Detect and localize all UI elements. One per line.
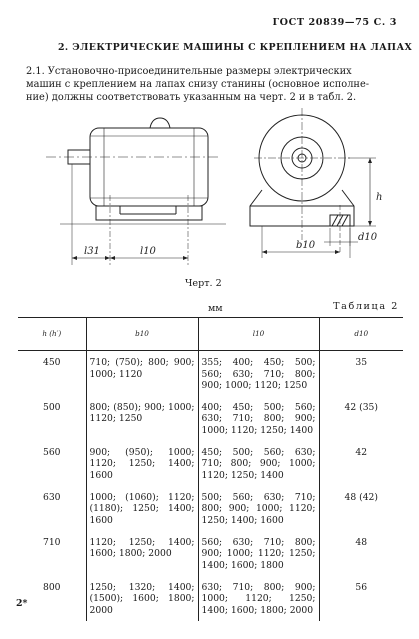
cell-l10: 400; 450; 500; 560; 630; 710; 800; 900; 1000; 1120; 1250; 1400 xyxy=(198,396,319,441)
paragraph-line: ние) должны соответствовать указанным на черт. 2 и в табл. 2. xyxy=(26,92,357,103)
figure-caption: Черт. 2 xyxy=(185,278,222,289)
cell-b10: 1000; (1060); 1120; (1180); 1250; 1400; 1600 xyxy=(86,486,198,531)
cell-l10: 560; 630; 710; 800; 900; 1000; 1120; 1250; 1400; 1600; 1800 xyxy=(198,531,319,576)
standard-reference: ГОСТ 20839—75 С. 3 xyxy=(272,17,397,28)
cell-h: 800 xyxy=(42,581,61,593)
section-title: 2. ЭЛЕКТРИЧЕСКИЕ МАШИНЫ С КРЕПЛЕНИЕМ НА ЛАПАХ xyxy=(58,42,413,53)
cell-h: 500 xyxy=(42,401,61,413)
cell-l10: 500; 560; 630; 710; 800; 900; 1000; 1120; 1250; 1400; 1600 xyxy=(198,486,319,531)
cell-h: 560 xyxy=(42,446,61,458)
label-l31: l31 xyxy=(84,246,100,257)
cell-b10: 900; (950); 1000; 1120; 1250; 1400; 1600 xyxy=(86,441,198,486)
dimensions-table xyxy=(18,317,403,621)
header-d10: d10 xyxy=(319,318,403,351)
cell-d10: 35 xyxy=(319,351,403,396)
paragraph-line: машин с креплением на лапах снизу станины (основное исполне- xyxy=(26,79,370,90)
cell-b10: 710; (750); 800; 900; 1000; 1120 xyxy=(86,351,198,396)
cell-d10: 48 (42) xyxy=(319,486,403,531)
label-l10: l10 xyxy=(140,246,156,257)
cell-b10: 1120; 1250; 1400; 1600; 1800; 2000 xyxy=(86,531,198,576)
cell-h: 450 xyxy=(42,357,61,368)
cell-d10: 42 xyxy=(319,441,403,486)
cell-l10: 630; 710; 800; 900; 1000; 1120; 1250; 1400; 1600; 1800; 2000 xyxy=(198,576,319,621)
table-title: Таблица 2 xyxy=(333,301,399,312)
cell-h: 710 xyxy=(42,536,61,548)
side-view xyxy=(46,118,226,265)
cell-b10: 1250; 1320; 1400; (1500); 1600; 1800; 2000 xyxy=(86,576,198,621)
header-l10: l10 xyxy=(198,318,319,351)
cell-d10: 56 xyxy=(319,576,403,621)
table-row xyxy=(18,351,403,396)
label-h: h xyxy=(376,192,383,203)
cell-b10: 800; (850); 900; 1000; 1120; 1250 xyxy=(86,396,198,441)
cell-l10: 355; 400; 450; 500; 560; 630; 710; 800; 900; 1000; 1120; 1250 xyxy=(198,351,319,396)
machine-body xyxy=(90,128,208,206)
cell-h: 630 xyxy=(42,491,61,503)
header-b10: b10 xyxy=(86,318,198,351)
label-d10: d10 xyxy=(358,232,378,243)
cell-l10: 450; 500; 560; 630; 710; 800; 900; 1000; 1120; 1250; 1400 xyxy=(198,441,319,486)
cell-d10: 48 xyxy=(319,531,403,576)
table-units: мм xyxy=(208,303,223,314)
feet-base xyxy=(96,206,202,220)
label-b10: b10 xyxy=(296,240,316,251)
table-row xyxy=(18,576,403,621)
table-row xyxy=(18,441,403,486)
table-row xyxy=(18,531,403,576)
table-row xyxy=(18,396,403,441)
header-h: h (h′) xyxy=(18,318,86,351)
table-row xyxy=(18,486,403,531)
paragraph-line: 2.1. Установочно-присоединительные размеры электрических xyxy=(26,66,352,77)
page-mark: 2* xyxy=(16,598,28,609)
cell-d10: 42 (35) xyxy=(319,396,403,441)
